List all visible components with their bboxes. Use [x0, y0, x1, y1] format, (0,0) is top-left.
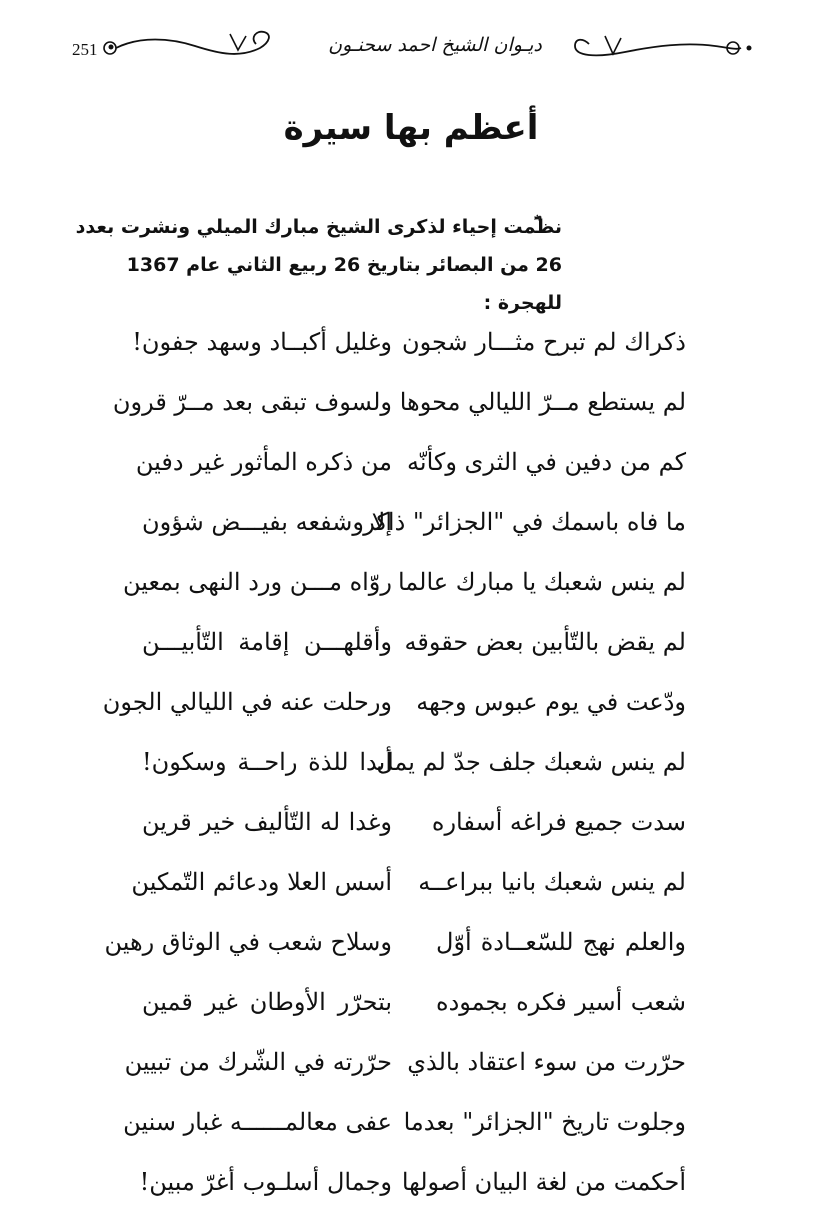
page-header — [0, 26, 822, 72]
bullet-icon — [108, 44, 114, 50]
first-hemistich: والعلم نهج للسّعــادة أوّل — [436, 928, 686, 956]
note-line-2: 26 من البصائر بتاريخ 26 ربيع الثاني عام 1367 للهجرة : — [126, 254, 562, 314]
poem-title: أعظم بها سيرة — [283, 108, 539, 148]
poem-note — [72, 208, 562, 322]
first-hemistich: ما فاه باسمك في "الجزائر" ذاكر — [363, 508, 686, 536]
page-number: 251 — [72, 40, 98, 59]
first-hemistich: سدت جميع فراغه أسفاره — [431, 808, 686, 836]
first-hemistich: وجلوت تاريخ "الجزائر" بعدما — [403, 1108, 686, 1136]
first-hemistich: لم ينس شعبك جلف جدّ لم يمل — [376, 748, 686, 776]
second-hemistich: ولسوف تبقى بعد مــرّ قرون — [112, 388, 392, 416]
verse — [0, 920, 822, 980]
second-hemistich: روّاه مـــن ورد النهى بمعين — [123, 568, 392, 596]
verse — [0, 560, 822, 620]
second-hemistich: بتحرّر الأوطان غير قمين — [142, 988, 392, 1016]
verse — [0, 1040, 822, 1100]
first-hemistich: ذكراك لم تبرح مثـــار شجون — [402, 328, 686, 356]
second-hemistich: وجمال أسلـوب أغرّ مبين! — [139, 1168, 392, 1196]
first-hemistich: حرّرت من سوء اعتقاد بالذي — [407, 1048, 686, 1076]
second-hemistich: أسس العلا ودعائم التّمكين — [131, 868, 392, 896]
verse — [0, 620, 822, 680]
first-hemistich: أحكمت من لغة البيان أصولها — [401, 1168, 686, 1196]
second-hemistich: وأقلهـــن إقامة التّأبيـــن — [142, 628, 392, 656]
second-hemistich: من ذكره المأثور غير دفين — [135, 448, 392, 476]
second-hemistich: حرّرته في الشّرك من تبيين — [124, 1048, 392, 1076]
second-hemistich: وسلاح شعب في الوثاق رهين — [104, 928, 392, 956]
left-ornament-icon — [100, 28, 280, 68]
note-line-1: نظمت إحياء لذكرى الشيخ مبارك الميلي ونشرت بعدد — [75, 216, 562, 238]
second-hemistich: ورحلت عنه في الليالي الجون — [102, 688, 392, 716]
verse — [0, 980, 822, 1040]
first-hemistich: شعب أسير فكره بجموده — [436, 988, 686, 1016]
verse — [0, 860, 822, 920]
right-ornament-icon — [565, 28, 755, 68]
second-hemistich: إلا وشفعه بفيـــض شؤون — [142, 508, 392, 536]
first-hemistich: لم ينس شعبك بانيا ببراعــه — [418, 868, 686, 896]
second-hemistich: أبدا للذة راحــة وسكون! — [142, 748, 392, 776]
verse — [0, 320, 822, 380]
verse — [0, 800, 822, 860]
verse — [0, 740, 822, 800]
verse — [0, 440, 822, 500]
first-hemistich: كم من دفين في الثرى وكأنّه — [407, 448, 686, 476]
first-hemistich: ودّعت في يوم عبوس وجهه — [416, 688, 686, 716]
verses — [0, 320, 822, 1220]
first-hemistich: لم يقض بالتّأبين بعض حقوقه — [404, 628, 686, 656]
second-hemistich: وغدا له التّأليف خير قرين — [142, 808, 392, 836]
verse — [0, 1100, 822, 1160]
first-hemistich: لم يستطع مــرّ الليالي محوها — [399, 388, 686, 416]
second-hemistich: عفى معالمــــــه غبار سنين — [123, 1108, 392, 1136]
verse — [0, 380, 822, 440]
first-hemistich: لم ينس شعبك يا مبارك عالما — [397, 568, 686, 596]
second-hemistich: وغليل أكبــاد وسهد جفون! — [132, 328, 392, 356]
verse — [0, 680, 822, 740]
verse — [0, 1160, 822, 1220]
verse — [0, 500, 822, 560]
running-title: ديـوان الشيخ احمد سحنـون — [328, 34, 542, 56]
